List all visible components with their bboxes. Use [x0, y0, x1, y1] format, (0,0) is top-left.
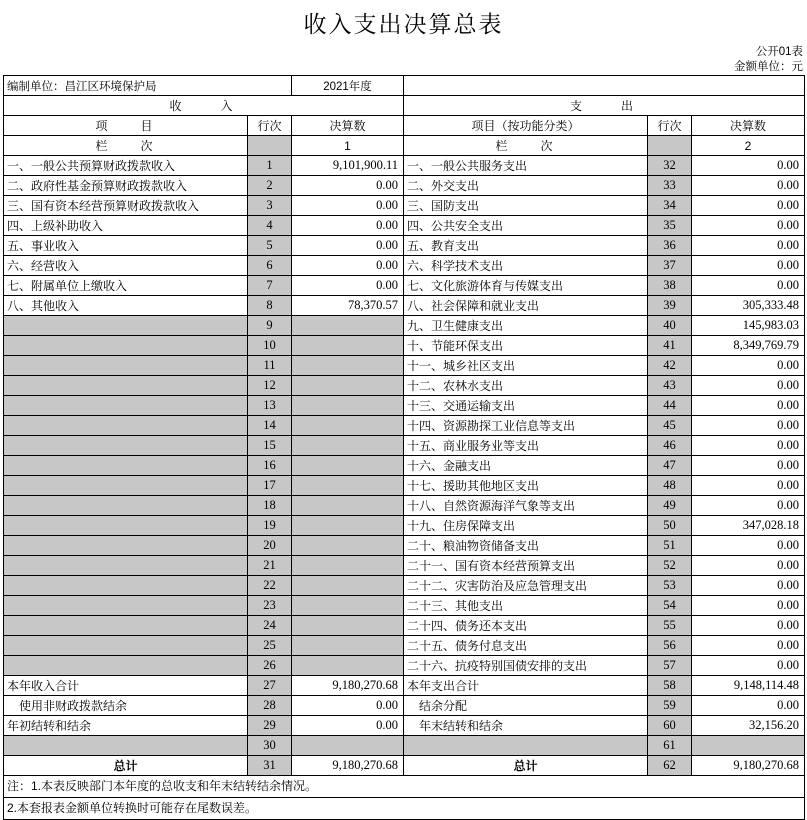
income-item-label [4, 576, 248, 596]
income-item-label [4, 376, 248, 396]
expense-amount: 0.00 [692, 216, 805, 236]
col-header-expense-row: 行次 [648, 116, 692, 136]
expense-item-label: 二十一、国有资本经营预算支出 [404, 556, 648, 576]
income-item-label: 总计 [4, 756, 248, 776]
expense-amount: 0.00 [692, 396, 805, 416]
table-row [4, 356, 805, 376]
table-row [4, 596, 805, 616]
income-amount [292, 416, 404, 436]
table-row [4, 516, 805, 536]
expense-row-number: 50 [648, 516, 692, 536]
expense-item-label: 二十、粮油物资储备支出 [404, 536, 648, 556]
expense-row-number: 47 [648, 456, 692, 476]
income-amount: 0.00 [292, 256, 404, 276]
expense-amount: 0.00 [692, 576, 805, 596]
compiler-label: 编制单位：昌江区环境保护局 [4, 76, 292, 96]
col-header-income-item: 项 目 [4, 116, 248, 136]
income-amount [292, 516, 404, 536]
income-amount [292, 596, 404, 616]
table-row [4, 236, 805, 256]
table-row [4, 396, 805, 416]
income-amount: 0.00 [292, 196, 404, 216]
expense-amount: 0.00 [692, 696, 805, 716]
expense-amount: 0.00 [692, 276, 805, 296]
table-row [4, 536, 805, 556]
income-item-label [4, 496, 248, 516]
table-row-grand-total [4, 756, 805, 776]
expense-amount [692, 736, 805, 756]
expense-amount: 0.00 [692, 416, 805, 436]
income-amount [292, 736, 404, 756]
expense-row-number: 52 [648, 556, 692, 576]
income-row-number: 27 [248, 676, 292, 696]
income-amount: 78,370.57 [292, 296, 404, 316]
expense-row-number: 35 [648, 216, 692, 236]
income-row-number: 29 [248, 716, 292, 736]
income-row-number: 8 [248, 296, 292, 316]
note-line-2: 2.本套报表金额单位转换时可能存在尾数误差。 [4, 798, 805, 820]
col-num-income-row [248, 136, 292, 156]
expense-item-label: 二十六、抗疫特别国债安排的支出 [404, 656, 648, 676]
table-row [4, 476, 805, 496]
table-row [4, 256, 805, 276]
expense-row-number: 43 [648, 376, 692, 396]
income-row-number: 6 [248, 256, 292, 276]
income-row-number: 5 [248, 236, 292, 256]
expense-row-number: 37 [648, 256, 692, 276]
expense-row-number: 46 [648, 436, 692, 456]
table-row [4, 156, 805, 176]
income-row-number: 7 [248, 276, 292, 296]
income-item-label [4, 596, 248, 616]
table-row [4, 336, 805, 356]
expense-row-number: 59 [648, 696, 692, 716]
income-item-label [4, 396, 248, 416]
expense-item-label: 二十五、债务付息支出 [404, 636, 648, 656]
income-row-number: 10 [248, 336, 292, 356]
income-amount: 0.00 [292, 216, 404, 236]
expense-row-number: 55 [648, 616, 692, 636]
income-row-number: 23 [248, 596, 292, 616]
expense-amount: 0.00 [692, 656, 805, 676]
income-amount [292, 496, 404, 516]
expense-row-number: 39 [648, 296, 692, 316]
expense-amount: 0.00 [692, 496, 805, 516]
table-row [4, 276, 805, 296]
note-line-1: 注：1.本表反映部门本年度的总收支和年末结转结余情况。 [4, 776, 805, 798]
expense-amount: 305,333.48 [692, 296, 805, 316]
expense-row-number: 32 [648, 156, 692, 176]
income-amount [292, 536, 404, 556]
income-row-number: 3 [248, 196, 292, 216]
income-row-number: 14 [248, 416, 292, 436]
income-item-label [4, 536, 248, 556]
income-amount [292, 456, 404, 476]
expense-row-number: 53 [648, 576, 692, 596]
expense-item-label: 一、一般公共服务支出 [404, 156, 648, 176]
expense-amount: 0.00 [692, 536, 805, 556]
expense-item-label [404, 736, 648, 756]
expense-row-number: 33 [648, 176, 692, 196]
col-label-income: 栏 次 [4, 136, 248, 156]
expense-item-label: 六、科学技术支出 [404, 256, 648, 276]
expense-row-number: 34 [648, 196, 692, 216]
expense-item-label: 九、卫生健康支出 [404, 316, 648, 336]
expense-row-number: 54 [648, 596, 692, 616]
page-title: 收入支出决算总表 [303, 12, 504, 37]
income-item-label [4, 476, 248, 496]
income-item-label: 四、上级补助收入 [4, 216, 248, 236]
decision-summary-table [3, 75, 805, 820]
income-row-number: 19 [248, 516, 292, 536]
expense-item-label: 总计 [404, 756, 648, 776]
notes-row-2 [4, 798, 805, 820]
expense-item-label: 四、公共安全支出 [404, 216, 648, 236]
income-item-label: 使用非财政拨款结余 [4, 696, 248, 716]
expense-amount: 145,983.03 [692, 316, 805, 336]
income-amount [292, 356, 404, 376]
income-item-label [4, 656, 248, 676]
notes-row-1 [4, 776, 805, 798]
table-row [4, 556, 805, 576]
expense-row-number: 42 [648, 356, 692, 376]
col-header-income-amount: 决算数 [292, 116, 404, 136]
income-amount: 9,180,270.68 [292, 756, 404, 776]
fiscal-year: 2021年度 [292, 76, 404, 96]
col-num-expense-amount: 2 [692, 136, 805, 156]
col-header-expense-amount: 决算数 [692, 116, 805, 136]
income-row-number: 15 [248, 436, 292, 456]
expense-amount: 0.00 [692, 176, 805, 196]
income-row-number: 26 [248, 656, 292, 676]
income-row-number: 22 [248, 576, 292, 596]
income-item-label [4, 556, 248, 576]
income-row-number: 11 [248, 356, 292, 376]
income-amount [292, 476, 404, 496]
form-code: 公开01表 [755, 46, 803, 58]
expense-item-label: 十四、资源勘探工业信息等支出 [404, 416, 648, 436]
expense-item-label: 十一、城乡社区支出 [404, 356, 648, 376]
table-row [4, 316, 805, 336]
expense-item-label: 十五、商业服务业等支出 [404, 436, 648, 456]
income-item-label [4, 516, 248, 536]
expense-row-number: 41 [648, 336, 692, 356]
table-row [4, 196, 805, 216]
expense-amount: 9,180,270.68 [692, 756, 805, 776]
income-amount [292, 336, 404, 356]
table-row [4, 416, 805, 436]
income-item-label [4, 616, 248, 636]
col-header-expense-item: 项目（按功能分类） [404, 116, 648, 136]
income-row-number: 28 [248, 696, 292, 716]
income-row-number: 9 [248, 316, 292, 336]
expense-amount: 0.00 [692, 476, 805, 496]
income-amount: 0.00 [292, 716, 404, 736]
income-item-label [4, 636, 248, 656]
income-amount: 0.00 [292, 176, 404, 196]
expense-amount: 9,148,114.48 [692, 676, 805, 696]
income-row-number: 2 [248, 176, 292, 196]
income-item-label [4, 416, 248, 436]
expense-item-label: 年末结转和结余 [404, 716, 648, 736]
table-row [4, 736, 805, 756]
income-item-label: 八、其他收入 [4, 296, 248, 316]
income-item-label [4, 736, 248, 756]
expense-item-label: 十六、金融支出 [404, 456, 648, 476]
table-row [4, 376, 805, 396]
expense-item-label: 十、节能环保支出 [404, 336, 648, 356]
table-header-row-unit [4, 76, 805, 96]
income-amount [292, 616, 404, 636]
income-item-label: 一、一般公共预算财政拨款收入 [4, 156, 248, 176]
income-amount: 0.00 [292, 236, 404, 256]
expense-item-label: 十八、自然资源海洋气象等支出 [404, 496, 648, 516]
table-row [4, 456, 805, 476]
income-amount [292, 656, 404, 676]
income-amount: 0.00 [292, 696, 404, 716]
expense-row-number: 62 [648, 756, 692, 776]
income-row-number: 18 [248, 496, 292, 516]
income-item-label: 五、事业收入 [4, 236, 248, 256]
income-amount: 9,101,900.11 [292, 156, 404, 176]
expense-item-label: 二十二、灾害防治及应急管理支出 [404, 576, 648, 596]
expense-row-number: 51 [648, 536, 692, 556]
amount-unit: 金额单位：元 [734, 61, 803, 73]
income-item-label [4, 436, 248, 456]
expense-row-number: 36 [648, 236, 692, 256]
income-item-label [4, 456, 248, 476]
table-row [4, 176, 805, 196]
expense-item-label: 本年支出合计 [404, 676, 648, 696]
expense-item-label: 十七、援助其他地区支出 [404, 476, 648, 496]
expense-amount: 0.00 [692, 196, 805, 216]
income-row-number: 13 [248, 396, 292, 416]
table-row [4, 656, 805, 676]
table-row [4, 716, 805, 736]
income-item-label: 年初结转和结余 [4, 716, 248, 736]
expense-amount: 32,156.20 [692, 716, 805, 736]
table-row [4, 636, 805, 656]
income-amount [292, 636, 404, 656]
income-amount: 9,180,270.68 [292, 676, 404, 696]
income-row-number: 20 [248, 536, 292, 556]
col-header-income-row: 行次 [248, 116, 292, 136]
income-amount: 0.00 [292, 276, 404, 296]
table-row [4, 496, 805, 516]
expense-item-label: 五、教育支出 [404, 236, 648, 256]
income-row-number: 21 [248, 556, 292, 576]
col-num-expense-row [648, 136, 692, 156]
income-amount [292, 436, 404, 456]
table-row [4, 616, 805, 636]
income-item-label [4, 356, 248, 376]
income-amount [292, 376, 404, 396]
income-row-number: 16 [248, 456, 292, 476]
expense-item-label: 三、国防支出 [404, 196, 648, 216]
expense-amount: 347,028.18 [692, 516, 805, 536]
income-amount [292, 316, 404, 336]
expense-amount: 0.00 [692, 356, 805, 376]
income-row-number: 25 [248, 636, 292, 656]
expense-row-number: 38 [648, 276, 692, 296]
expense-item-label: 结余分配 [404, 696, 648, 716]
expense-amount: 0.00 [692, 376, 805, 396]
table-row [4, 436, 805, 456]
expense-amount: 0.00 [692, 596, 805, 616]
expense-amount: 0.00 [692, 436, 805, 456]
expense-item-label: 十三、交通运输支出 [404, 396, 648, 416]
income-amount [292, 556, 404, 576]
expense-row-number: 57 [648, 656, 692, 676]
expense-amount: 0.00 [692, 236, 805, 256]
income-amount [292, 396, 404, 416]
income-item-label: 三、国有资本经营预算财政拨款收入 [4, 196, 248, 216]
expense-row-number: 40 [648, 316, 692, 336]
table-row [4, 216, 805, 236]
income-row-number: 17 [248, 476, 292, 496]
expense-item-label: 二、外交支出 [404, 176, 648, 196]
table-row [4, 576, 805, 596]
table-header-row-columns [4, 116, 805, 136]
income-row-number: 24 [248, 616, 292, 636]
expense-item-label: 二十四、债务还本支出 [404, 616, 648, 636]
income-row-number: 1 [248, 156, 292, 176]
col-label-expense: 栏 次 [404, 136, 648, 156]
income-amount [292, 576, 404, 596]
income-item-label: 本年收入合计 [4, 676, 248, 696]
expense-row-number: 56 [648, 636, 692, 656]
expense-row-number: 60 [648, 716, 692, 736]
expense-row-number: 44 [648, 396, 692, 416]
table-row [4, 696, 805, 716]
income-section-header: 收 入 [4, 96, 404, 116]
expense-amount: 0.00 [692, 556, 805, 576]
expense-item-label: 十二、农林水支出 [404, 376, 648, 396]
table-row [4, 296, 805, 316]
income-row-number: 4 [248, 216, 292, 236]
expense-amount: 0.00 [692, 456, 805, 476]
title-block [0, 0, 807, 45]
income-item-label [4, 316, 248, 336]
expense-amount: 0.00 [692, 636, 805, 656]
expense-row-number: 49 [648, 496, 692, 516]
expense-row-number: 45 [648, 416, 692, 436]
expense-amount: 8,349,769.79 [692, 336, 805, 356]
expense-section-header: 支 出 [404, 96, 805, 116]
expense-row-number: 58 [648, 676, 692, 696]
income-item-label: 七、附属单位上缴收入 [4, 276, 248, 296]
expense-row-number: 48 [648, 476, 692, 496]
expense-amount: 0.00 [692, 616, 805, 636]
expense-item-label: 八、社会保障和就业支出 [404, 296, 648, 316]
table-header-row-colnum [4, 136, 805, 156]
expense-item-label: 十九、住房保障支出 [404, 516, 648, 536]
income-row-number: 31 [248, 756, 292, 776]
table-row-total-annual [4, 676, 805, 696]
table-header-row-sections [4, 96, 805, 116]
income-item-label: 六、经营收入 [4, 256, 248, 276]
expense-amount: 0.00 [692, 156, 805, 176]
expense-row-number: 61 [648, 736, 692, 756]
income-row-number: 30 [248, 736, 292, 756]
col-num-income-amount: 1 [292, 136, 404, 156]
header-spacer [404, 76, 805, 96]
expense-item-label: 七、文化旅游体育与传媒支出 [404, 276, 648, 296]
income-row-number: 12 [248, 376, 292, 396]
income-item-label [4, 336, 248, 356]
expense-amount: 0.00 [692, 256, 805, 276]
income-item-label: 二、政府性基金预算财政拨款收入 [4, 176, 248, 196]
expense-item-label: 二十三、其他支出 [404, 596, 648, 616]
